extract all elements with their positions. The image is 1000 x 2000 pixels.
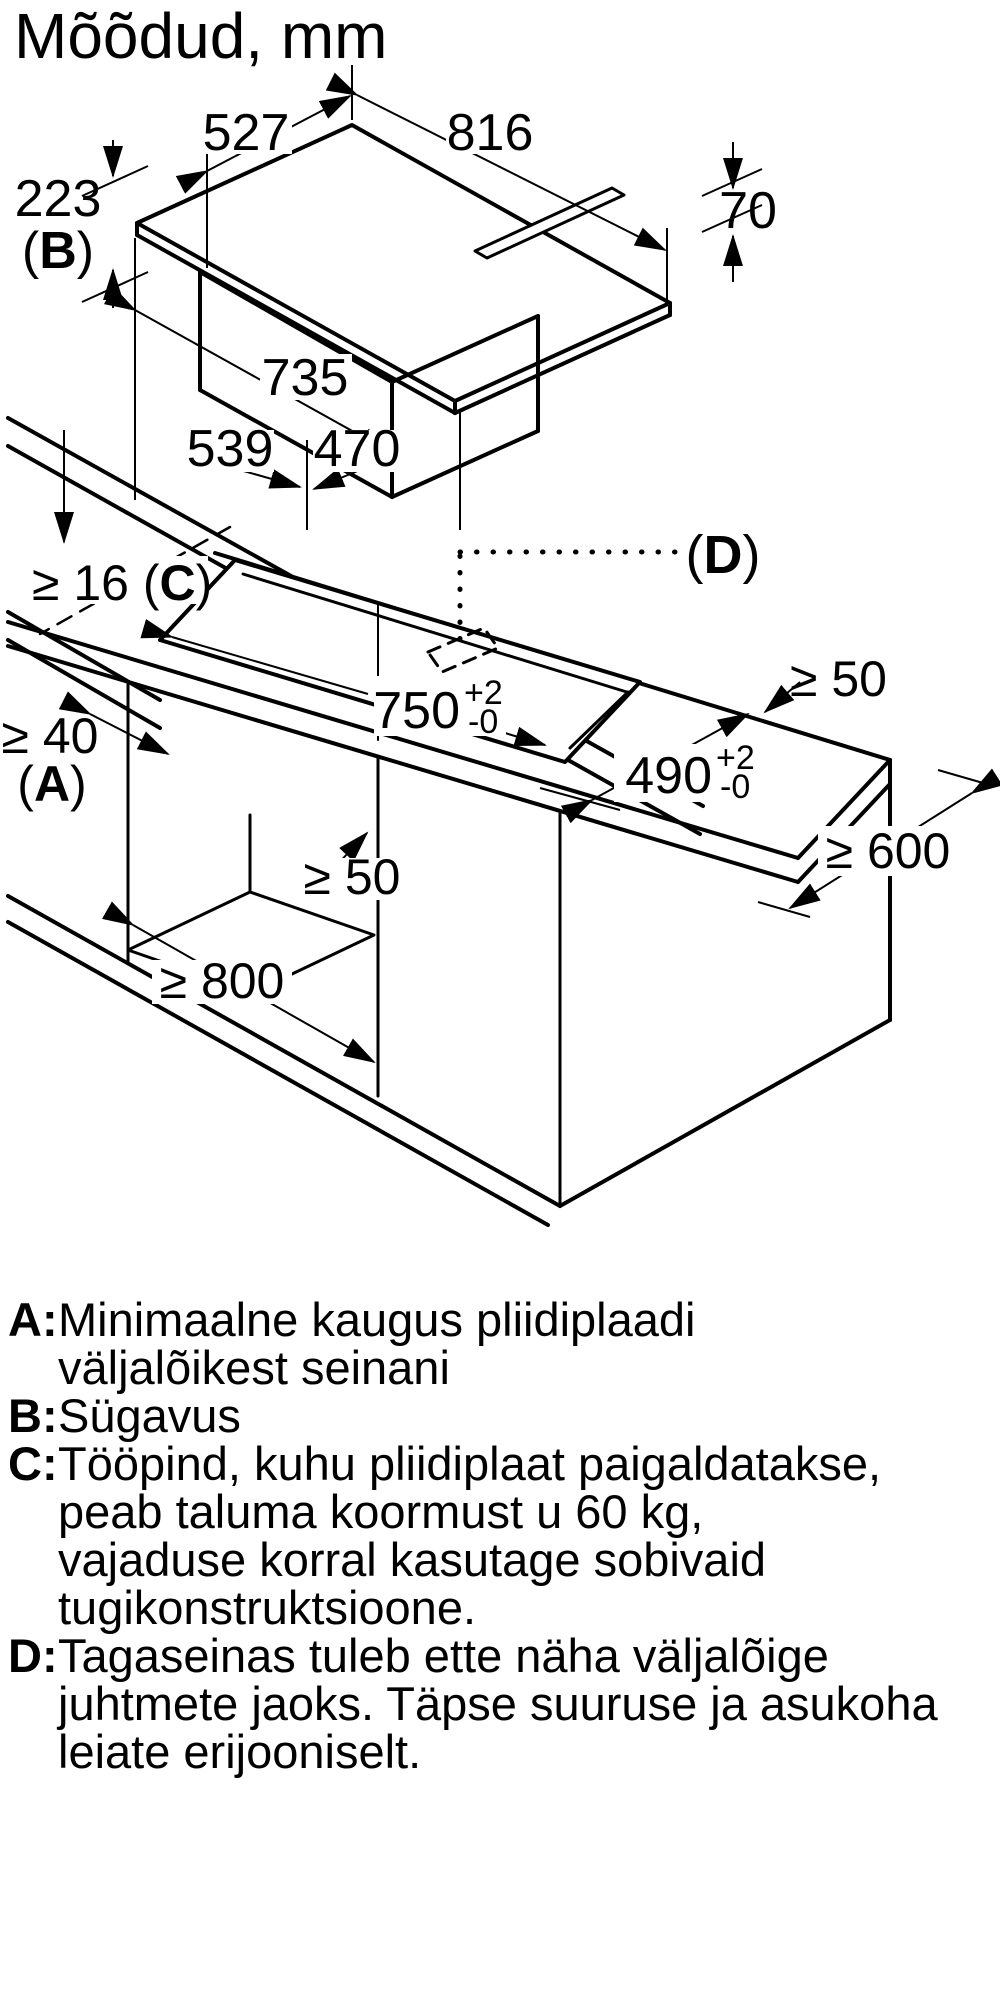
legend-item-D: D: Tagaseinas tuleb ette näha väljalõige juhtmete jaoks. Täpse suuruse ja asukoha leiate erijooniselt. <box>8 1632 978 1776</box>
legend-line: Tööpind, kuhu pliidiplaat paigaldatakse, <box>58 1437 882 1490</box>
legend-line: Sügavus <box>58 1389 241 1442</box>
dim-50-bottom: ≥ 50 <box>303 849 401 905</box>
legend-item-B: B: Sügavus <box>8 1392 978 1440</box>
legend-line: tugikonstruktsioone. <box>58 1581 477 1634</box>
dim-800: ≥ 800 <box>159 953 285 1009</box>
dim-600: ≥ 600 <box>825 823 951 879</box>
legend-line: Minimaalne kaugus pliidiplaadi <box>58 1293 696 1346</box>
dim-70: 70 <box>719 182 777 240</box>
dim-490-minus: -0 <box>720 768 751 806</box>
page-title: Mõõdud, mm <box>14 0 388 72</box>
legend-line: leiate erijooniselt. <box>58 1725 422 1778</box>
dim-label-B: (B) <box>21 222 95 280</box>
dim-50-top: ≥ 50 <box>790 651 887 707</box>
dim-label-D: (D) <box>685 525 761 585</box>
legend-item-C: C: Tööpind, kuhu pliidiplaat paigaldatakse, peab taluma koormust u 60 kg, vajaduse korral kasutage sobivaid tugikonstruktsioone. <box>8 1440 978 1632</box>
dim-40: ≥ 40 <box>1 708 99 764</box>
dim-539: 539 <box>186 420 274 478</box>
dim-750-plus: +2 <box>464 674 503 712</box>
dim-16-C: ≥ 16 (C) <box>32 555 213 611</box>
legend-key-B: B <box>8 1389 42 1442</box>
dim-223: 223 <box>14 170 102 228</box>
legend-key-A: A <box>8 1293 42 1346</box>
dim-527: 527 <box>202 104 290 162</box>
legend-line: Tagaseinas tuleb ette näha väljalõige <box>58 1629 829 1682</box>
legend-line: vajaduse korral kasutage sobivaid <box>58 1533 767 1586</box>
legend-line: juhtmete jaoks. Täpse suuruse ja asukoha <box>58 1677 938 1730</box>
legend-line: peab taluma koormust u 60 kg, <box>58 1485 704 1538</box>
dim-490-plus: +2 <box>716 739 755 777</box>
dim-490: 490 <box>625 747 712 805</box>
dim-750-minus: -0 <box>468 703 499 741</box>
dim-816: 816 <box>446 104 534 162</box>
legend-block <box>8 1293 978 1778</box>
dim-750: 750 <box>373 682 460 740</box>
dim-735: 735 <box>261 349 349 407</box>
legend-key-C: C <box>8 1437 42 1490</box>
legend-line: väljalõikest seinani <box>58 1341 450 1394</box>
dim-label-A: (A) <box>17 756 87 812</box>
dim-470: 470 <box>313 420 401 478</box>
legend-key-D: D <box>8 1629 42 1682</box>
legend-item-A: A: Minimaalne kaugus pliidiplaadi väljalõikest seinani <box>8 1296 978 1392</box>
